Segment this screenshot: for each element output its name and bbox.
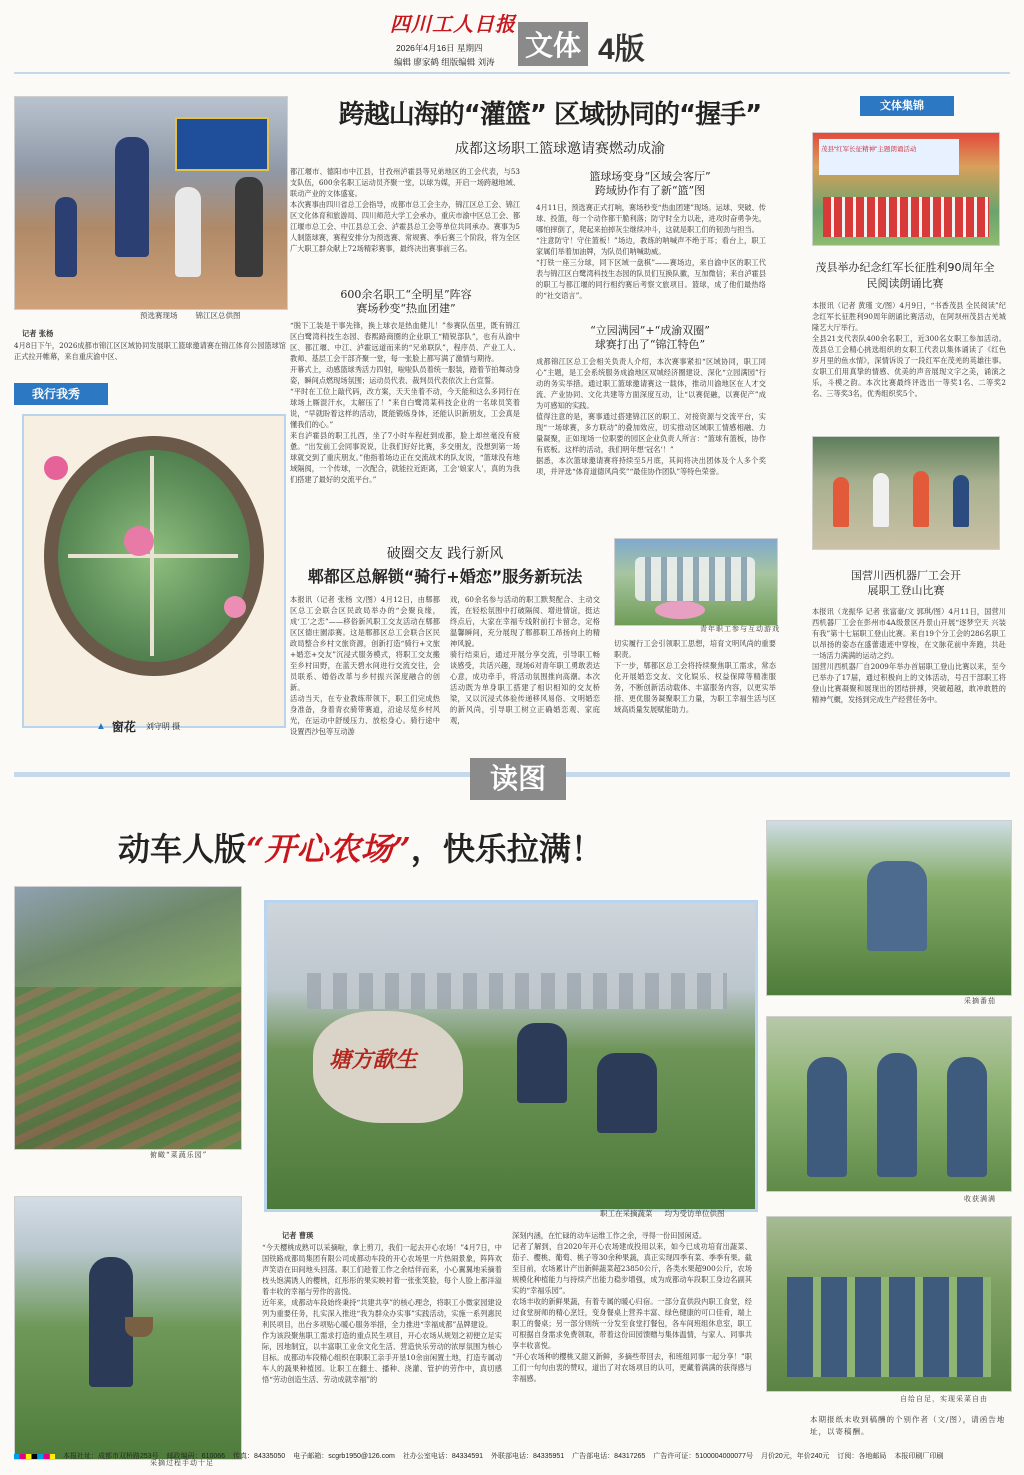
footnote: 本期报纸未收到稿酬的个别作者（文/图），请函告地址，以寄稿酬。: [810, 1415, 1006, 1436]
arena-banner: [175, 117, 269, 171]
interactive-game-caption: 青年职工参与互动游戏: [700, 625, 780, 633]
center-photo-caption: [600, 1208, 725, 1219]
main-article-lead: 4月8日下午，2026成都市锦江区区域协同发展职工篮球邀请赛在锦江体育公园篮球馆正式拉开帷幕，来自重庆渝中区、: [14, 341, 286, 361]
footer-office-phone: 社办公室电话：84334591: [402, 1453, 484, 1460]
player-figure: [175, 187, 201, 277]
center-credit: 均为受访单位供图: [664, 1209, 725, 1218]
main-subhead3: “立园满园”+“成渝双圈” 球赛打出了“锦江特色”: [590, 324, 710, 351]
caption-right: 锦江区总供图: [195, 311, 241, 320]
worker-figure: [867, 861, 927, 951]
main-article-col2: “脱下工装是干事先锋，换上球衣是热血健儿！”参赛队伍里，既有锦江区白鹭湾科技生态园、春熙路商圈的企业职工“精锐部队”，也有从渝中区、都江堰、中江、泸霍远道而来的“兄弟联队”，程序员、产业工人、教师、基层工会干部齐聚一堂，每一张脸上都写满了激情与期待。 开幕式上，动感篮球秀活力四射，啦啦队员着统一服装，踏着节拍舞动身姿，瞬间点燃现场氛围；运动员代表、裁判员代表依次上台宣誓。 “平时在工位上敲代码，改方案，天天坐着不动，今天能和这么多同行在球场上厮混汗水，太解压了！”来自白鹭湾某科技企业的一名球员笑着说，“早就盼着这样的活动，既能锻炼身体，还能认识新朋友，工会真是懂我们的心。” 来自泸霍县的职工扎西，坐了7小时车程赶到成都，脸上却丝毫没有疲惫。“出发前工会同事说说，让我们好好比赛，多交朋友，没想到第一场球就交到了重庆朋友。”他指着场边正在交流战术的队友说，“篮球没有地域隔阂，一个传球，一次配合，就能拉近距离，工会‘娘家人’，真的为我们搭建了最好的交流平台。”: [290, 321, 520, 484]
performers-row: [823, 197, 989, 237]
masthead-logo: 四川工人日报: [390, 12, 516, 36]
player-figure: [55, 197, 77, 277]
city-skyline: [307, 973, 727, 1009]
basketball-photo-caption: [140, 310, 290, 321]
recitation-body: 本报讯（记者 黄瑾 文/图）4月9日，“书香茂县 全民阅读”纪念红军长征胜利90周年朗诵比赛活动，在阿坝州茂县古羌城隆艺大厅举行。 全县21支代表队400余名职工，近300名女职工参加活动。茂县总工会精心挑选组织的女职工代表以集体诵读了《红色岁月里的鱼水情》，深情诉说了一段红军在茂羌的英雄往事。女职工们用真挚的情感、优美的声音展现文字之美，诵演之乐，斗模之韵。本次比赛最终评选出一等奖1名、二等奖2名、三等奖3名，优秀组织奖5个。: [812, 301, 1006, 398]
runner-figure: [913, 471, 929, 527]
recitation-title: 茂县举办纪念红军长征胜利90周年全民阅读朗诵比赛: [815, 261, 995, 290]
reading-headline: [118, 824, 678, 870]
main-article-col1: 都江堰市、德阳市中江县，甘孜州泸霍县等兄弟地区的工会代表，与53支队伍，600余名职工运动员齐聚一堂，以球为媒，开启一场跨越地域、联动产业的文体盛宴。 本次赛事由四川省总工会指导，成都市总工会主办，锦江区总工会、锦江区文化体育和旅游局、四川师范大学工会承办，重庆市渝中区总工会、都江堰市总工会、中江县总工会、泸霍县总工会等单位共同承办。赛事为5人制篮球赛，赛程安排分为预选赛、常规赛、季后赛三个阶段，将为全区广大职工群众献上72场精彩赛事，最终决出赛事前三名。: [290, 167, 520, 253]
reading-headline-pre: 动车人版: [118, 830, 247, 868]
worker-figure: [877, 1053, 917, 1177]
tag-woxingwoxiu: [14, 383, 108, 405]
flower-cluster: [224, 596, 246, 618]
runner-figure: [953, 475, 969, 527]
window-lattice: [68, 554, 238, 558]
interactive-game-photo: [614, 538, 778, 626]
footer-subscribe: 订阅：各地邮局: [837, 1453, 887, 1460]
center-caption: 职工在采摘蔬菜: [600, 1209, 653, 1218]
picking-caption: 采摘过程手动十足: [150, 1459, 214, 1467]
color-swatches: [14, 1454, 55, 1459]
footer-email: 电子邮箱：scgrb1950@126.com: [293, 1453, 395, 1460]
participants-group: [635, 557, 755, 601]
footer-ad-phone: 广告部电话：84317265: [572, 1453, 646, 1460]
main-subhead1: 600余名职工“全明星”阵容 赛场秒变“热血团建”: [340, 288, 472, 315]
reading-col1: “今天樱桃成熟可以采摘啦，拿上剪刀，我们一起去开心农场！”4月7日，中国铁路成都局集团有限公司成都动车段的开心农场里一片热闹景象，阵阵欢声笑语在田间地头回荡。职工们趁着工作之余结伴而来，小心翼翼地采摘着枝头饱满诱人的樱桃，红彤彤的果实映衬着一张张笑脸，每个人脸上都洋溢着丰收的幸福与劳作的喜悦。 近年来，成都动车段始终秉持“共建共享”的核心理念，将职工小微家园建设列为重要任务，扎实深入推进“我为群众办实事”实践活动，实施一系列惠民利民项目，出台多项贴心暖心服务举措，全力推进“幸福成都”品牌建设。 作为该段聚焦职工需求打造的重点民生项目，开心农场从规划之初便立足实际，因地制宜，以丰富职工业余文化生活、营造快乐劳动的浓厚氛围为核心目标。成都动车段精心组织在职职工亲手开垦10余亩闲置土地，打造专属动车人的蔬果种植园。让职工在翻土、播种、浇灌、管护的劳作中，真切感悟“劳动创造生活、劳动成就幸福”的: [262, 1243, 502, 1384]
flower-cluster: [124, 526, 154, 556]
worker-figure: [947, 1057, 987, 1177]
flower-cluster: [44, 456, 68, 480]
harvest-caption: 收获满满: [964, 1195, 996, 1203]
footer-price: 月价20元，年价240元: [760, 1453, 830, 1460]
second-article-col2: 戏，60余名参与活动的职工默契配合、主动交流，在轻松氛围中打破隔阂、增进情谊，挺达终点后，大家在幸福专线附前打卡留念，定格温馨瞬间，充分展现了郫都职工昂扬向上的精神风貌。 骑行结束后，通过开展分享交流，引导职工畅谈感受，共话兴趣，现场6对青年职工勇敢表达心意，成功牵手，将活动氛围推向高潮。本次活动既为单身职工搭建了相识相知的交友桥梁，又以沉浸式体验传递移风易俗、文明婚恋的新风尚，引导职工树立正确婚恋观、家庭观，: [450, 595, 600, 725]
footer-bar: [14, 1448, 1014, 1464]
workers-group: [787, 1277, 991, 1377]
second-headline-small: 破圈交友 践行新风: [386, 546, 504, 562]
main-article-col4: 成都锦江区总工会相关负责人介绍，本次赛事紧扣“区域协同，职工同心”主题，是工会系统服务成渝地区双城经济圈建设、深化“立园满园”行动的务实举措。通过职工篮球邀请赛这一载体，推动川渝地区在人才交流、产业协同、文化共建等方面深度互动，让“以赛促融，以赛促产”成为可感知的实践。 值得注意的是，赛事通过搭建锦江区的职工、对接资源与交流平台，实现“一场球赛，多方联动”的叠加效应，切实推动区域职工情感相融、力量凝聚，正如现场一位职要的园区企业负责人所言：“篮球有篮板，协作有底板。这样的活动，我们明年想‘冠名’！” 据悉，本次篮球邀请赛将持续至5月底，其间将决出团体及个人多个奖项，并评选“体育道德风尚奖”“最佳协作团队”等特色荣誉。: [536, 357, 766, 476]
masthead: [390, 8, 680, 68]
basket: [125, 1317, 153, 1337]
reading-headline-post: ，快乐拉满！: [410, 830, 603, 868]
editors: 编辑 廖家鹤 组版编辑 刘涛: [394, 57, 495, 67]
issue-date: 2026年4月16日 星期四: [396, 43, 483, 53]
tag-woxingwoxiu-label: 我行我秀: [32, 387, 81, 401]
farm-aerial-photo: [14, 886, 242, 1150]
basketball-photo: [14, 96, 288, 310]
second-headline: 郫都区总解锁“骑行+婚恋”服务新玩法: [307, 567, 583, 586]
footer-printer: 本报印刷厂印刷: [894, 1453, 944, 1460]
masthead-rule: [14, 72, 1010, 74]
window-flower-photo: [22, 414, 286, 728]
tag-wentijijin: [860, 96, 954, 116]
section-label: 文体: [524, 30, 581, 61]
tag-wentijijin-label: 文体集锦: [880, 100, 924, 112]
selfsufficient-photo: [766, 1216, 1012, 1392]
ground-pattern: [655, 601, 705, 619]
main-headline: 跨越山海的“灌篮” 区域协同的“握手”: [338, 100, 762, 130]
selfsufficient-caption: 自给自足，实现采菜自由: [900, 1395, 988, 1403]
harvest-photo: [766, 1016, 1012, 1192]
worker-figure: [597, 1053, 657, 1133]
reading-col2: 深刻内涵，在忙碌的动车运维工作之余，寻得一份田园闲适。 记者了解到，自2020年开心农场建成投用以来，如今已成功培育出蔬菜、茄子、樱桃、葡萄、桃子等30余种果蔬，真正实现四季有菜、季季有果。截至目前，农场累计产出新鲜蔬菜超23850公斤，各类水果超900公斤，农场规模化种植能力与持续产出能力稳步增强，成为成都动车段职工身边名副其实的“幸福乐园”。 农场丰收的新鲜果蔬，有着专属的暖心归宿。一部分直供段内职工食堂，经过食堂厨师的精心烹饪，变身餐桌上营养丰富、绿色健康的可口佳肴，端上职工的餐桌；另一部分则统一分发至食堂打餐包，各车间班组休息室，职工可根据自身需求免费领取，带着这份田园馈赠与集体温情，与家人、同事共享丰收喜悦。 “开心农场种的樱桃又甜又新鲜，多摘些带回去，和班组同事一起分享！”职工们一句句由衷的赞叹，道出了对农场项目的认可，更藏着满满的获得感与幸福感。: [512, 1231, 752, 1383]
crop-rows: [15, 987, 241, 1149]
footer-ad-license: 广告许可证：5100004000077号: [653, 1453, 753, 1460]
main-article-col3: 4月11日，预选赛正式打响，赛场秒变“热血团建”现场。运球、突破、传球、投篮，每一个动作都干脆利落；防守时全力以赴，进攻时奋勇争先，哪怕摔倒了，爬起来拍掉灰尘继续冲斗，这就是职工们的韧劲与担当。 “注意防守！守住篮板！”场边，教练的呐喊声不绝于耳；看台上，职工家属们举着加油牌，为队员们呐喊助威。 “打铁一座三分球，同下区域一盘棋”——赛场边，来自渝中区的职工代表与锦江区白鹭湾科技生态园的队员们互换队徽，互加微信；来自泸霍县的职工与都江堰的同行相约赛后考察文旅项目。篮球，成了他们最热络的“社交语言”。: [536, 203, 766, 300]
footer-postcode: 邮政编码：610066: [166, 1453, 226, 1460]
footer-fax: 传真：84335050: [233, 1453, 286, 1460]
triangle-icon: ▲: [96, 721, 106, 732]
photo-title: 窗花: [111, 720, 136, 734]
farm-center-photo: [264, 900, 758, 1212]
mountain-race-body: 本报讯（龙振华 记者 张富豪/文 郭琪/图）4月11日，国营川西机器厂工会在彭州市4A级景区丹景山开展“逐梦空天 兴装有我”第十七届职工登山比赛。来自19个分工会的286名职工以昂扬的姿态在盛蕾遗迹中穿梭，在文脉花前中奔跑，共赴一场活力满满的运动之约。 国营川西机器厂自2009年举办首届职工登山比赛以来，至今已举办了17届，通过积极向上的文体活动，号召干部职工将登山比赛凝聚和展现出的团结拼搏，突破超越，敢冲敢胜的精神气概，发扬到完成生产经营任务中。: [812, 607, 1006, 704]
main-subheadline: 成都这场职工篮球邀请赛燃动成渝: [455, 141, 665, 157]
caption-left: 预选赛现场: [140, 311, 178, 320]
stage-banner-text: 茂县“红军长征精神”主题朗诵活动: [821, 146, 917, 153]
reading-headline-quote: “开心农场”: [246, 830, 411, 868]
main-subhead2: 篮球场变身“区域会客厅” 跨域协作有了新“篮”图: [589, 170, 711, 197]
photo-credit: 刘守明 摄: [145, 722, 181, 731]
picking-photo: [14, 1196, 242, 1460]
stone-inscription: 塘方歃生: [329, 1047, 418, 1073]
player-figure: [235, 177, 263, 277]
reading-tag: [470, 758, 566, 800]
mountain-race-title: 国营川西机器厂工会开展职工登山比赛: [851, 569, 961, 597]
farm-aerial-caption: 俯瞰“菜蔬乐园”: [150, 1151, 208, 1159]
page-number: 4版: [598, 33, 645, 66]
tomato-caption: 采摘番茄: [964, 997, 996, 1005]
second-article-col1: 本报讯（记者 张杨 文/图）4月12日，由郫都区总工会联合区民政局举办的“会聚良缘，成‘工’之恋”——移俗新风职工交友活动在郫都区区德庄園添赛。这是郫都区总工会联合区民政局整合乡村文旅资源，创新打造“骑行+文旅+婚恋+交友”沉浸式服务模式，将职工交友搬至乡村田野，在蓝天碧水间进行交流交往，会员联系、婚俗改革与乡村振兴深度融合的创新。 活动当天，在专业教练带领下，职工们完成热身准备，身着青衣骑带赛道，沿途尽览乡村风光，在运动中舒缓压力、放松身心。骑行途中设置西沙包等互动游: [290, 595, 440, 736]
second-article-col3: 切实履行工会引领职工思想，培育文明风尚的重要职责。 下一步，郫都区总工会将持续聚焦职工需求，常态化开展婚恋交友、文化娱乐、权益保障等精准服务，不断创新活动载体、丰富服务内容，以更实举措、更优服务凝聚职工力量，为职工幸福生活与区域高质量发展赋能助力。: [614, 639, 776, 714]
window-flower-caption: [96, 718, 180, 735]
recitation-photo: [812, 132, 1000, 246]
worker-figure: [807, 1057, 847, 1177]
footer-outer-phone: 外联部电话：84335951: [491, 1453, 565, 1460]
runner-figure: [873, 473, 889, 527]
tomato-photo: [766, 820, 1012, 996]
runner-figure: [833, 477, 849, 527]
player-figure: [115, 137, 149, 257]
worker-figure: [517, 1023, 567, 1103]
main-article-byline: 记者 张杨: [22, 329, 54, 338]
footer-address: 本报社址：成都市双桥路253号: [63, 1453, 159, 1460]
reading-byline: 记者 曹瑛: [282, 1231, 314, 1240]
mountain-race-photo: [812, 436, 1000, 550]
reading-tag-label: 读图: [489, 763, 546, 794]
